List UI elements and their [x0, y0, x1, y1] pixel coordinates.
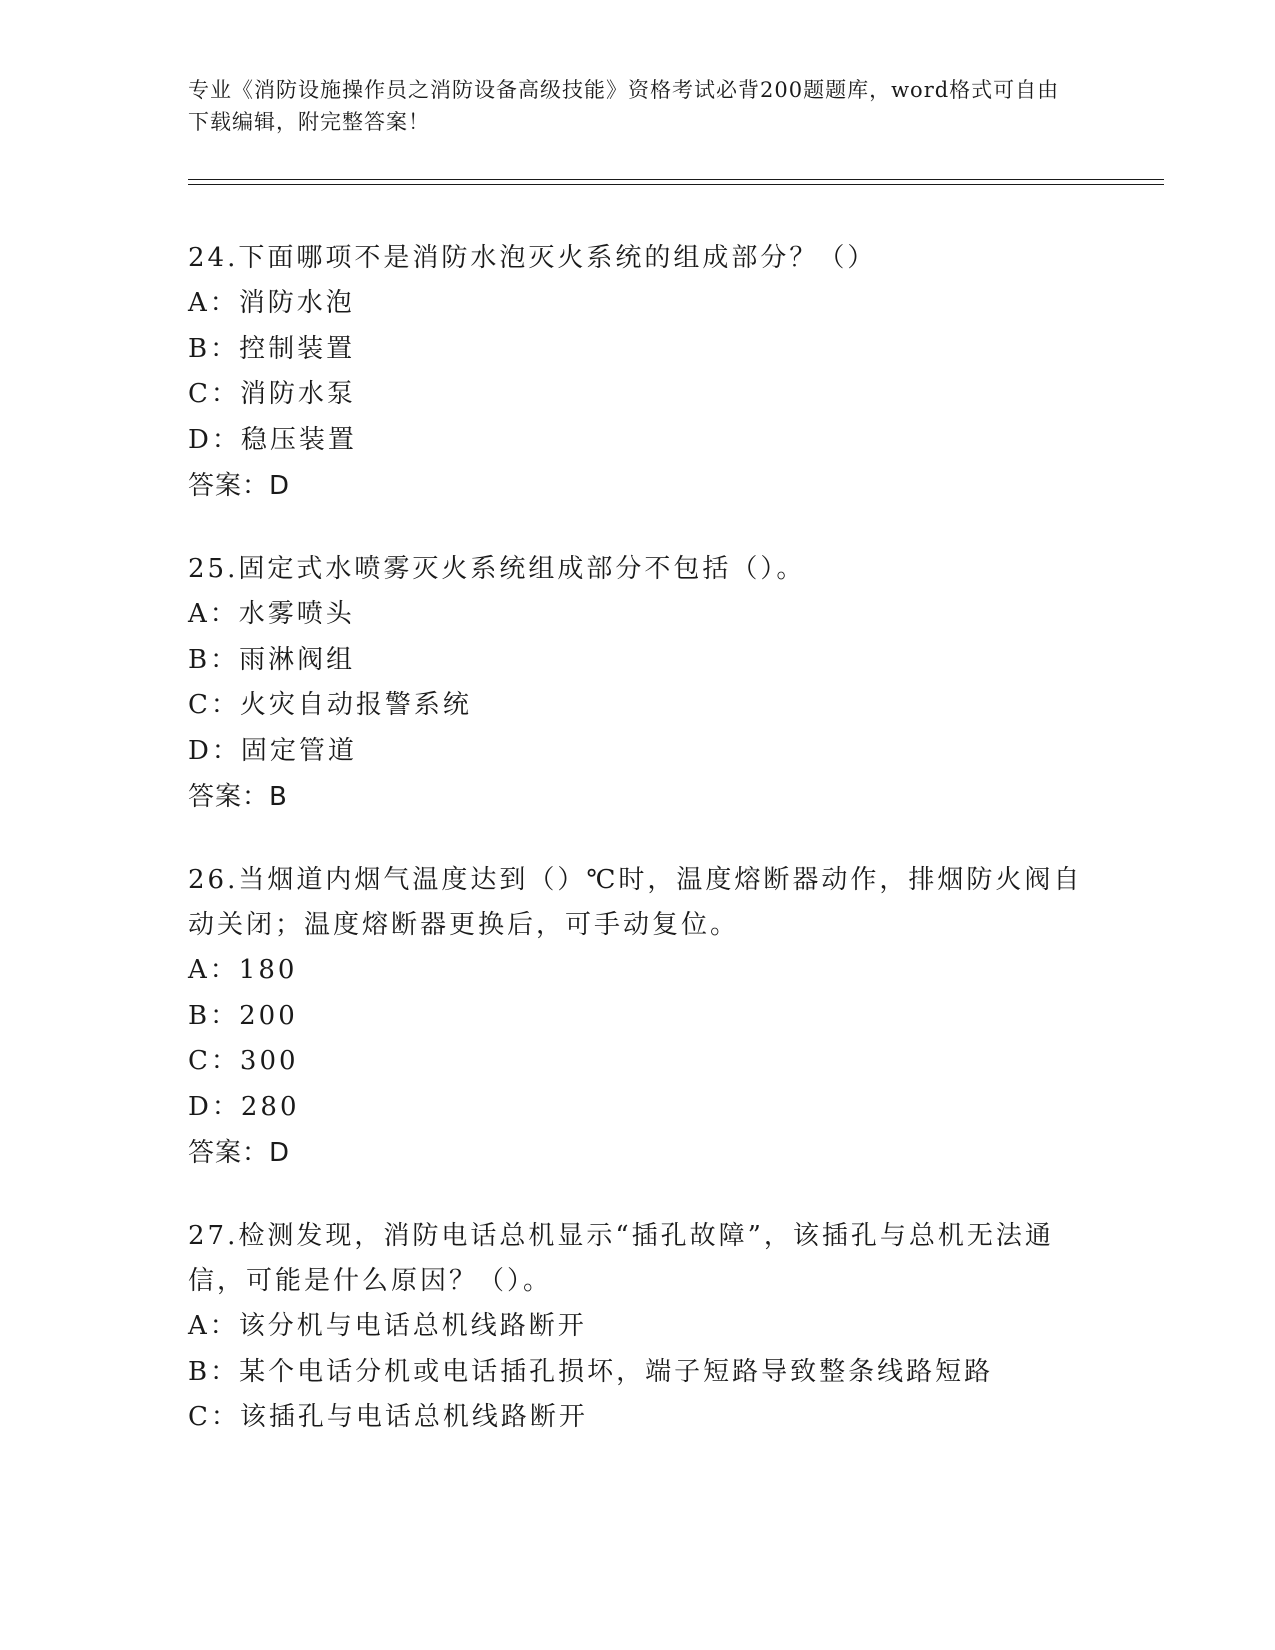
option-a — [188, 1304, 1088, 1350]
option-c — [188, 683, 1088, 729]
option-c — [188, 372, 1088, 418]
answer-label: 答案： — [188, 782, 270, 812]
option-key: C： — [188, 1046, 240, 1076]
option-text: 180 — [238, 955, 298, 985]
question-stem: 27.检测发现，消防电话总机显示“插孔故障”，该插孔与总机无法通信，可能是什么原因？（）。 — [188, 1221, 1054, 1296]
option-a — [188, 948, 1088, 994]
option-c — [188, 1395, 1088, 1441]
option-key: B： — [188, 333, 240, 364]
option-text: 消防水泡 — [238, 288, 355, 318]
question-stem: 25.固定式水喷雾灭火系统组成部分不包括（）。 — [188, 554, 806, 584]
option-text: 稳压装置 — [240, 424, 357, 455]
option-text: 200 — [239, 1000, 298, 1031]
option-key: A： — [188, 599, 239, 629]
option-key: D： — [188, 1091, 241, 1122]
answer-line — [188, 774, 1088, 820]
answer-value: D — [269, 1138, 291, 1168]
option-key: C： — [188, 379, 240, 409]
option-text: 该插孔与电话总机线路断开 — [239, 1402, 588, 1432]
option-c — [188, 1039, 1088, 1085]
answer-label: 答案： — [188, 471, 270, 501]
option-key: A： — [188, 955, 239, 985]
option-key: C： — [188, 690, 240, 720]
answer-label: 答案： — [188, 1138, 270, 1168]
answer-value: B — [269, 782, 288, 812]
option-d — [188, 729, 1088, 775]
question-stem: 26.当烟道内烟气温度达到（）℃时，温度熔断器动作，排烟防火阀自动关闭；温度熔断器更换后，可手动复位。 — [188, 865, 1083, 940]
option-a — [188, 281, 1088, 327]
option-key: D： — [188, 424, 241, 455]
option-b — [188, 638, 1088, 684]
option-text: 雨淋阀组 — [239, 644, 356, 675]
option-key: B： — [188, 644, 240, 675]
option-text: 某个电话分机或电话插孔损坏，端子短路导致整条线路短路 — [239, 1356, 994, 1387]
option-key: B： — [188, 1356, 240, 1387]
option-text: 消防水泵 — [239, 379, 356, 409]
question-26 — [188, 858, 1088, 1176]
question-27 — [188, 1214, 1088, 1441]
option-text: 固定管道 — [240, 735, 357, 766]
option-b — [188, 994, 1088, 1040]
option-text: 该分机与电话总机线路断开 — [238, 1311, 587, 1341]
option-text: 控制装置 — [239, 333, 356, 364]
option-d — [188, 418, 1088, 464]
question-25 — [188, 547, 1088, 820]
option-text: 300 — [239, 1046, 299, 1076]
option-text: 280 — [240, 1091, 300, 1122]
header-divider-top — [188, 179, 1164, 180]
option-b — [188, 1350, 1088, 1396]
document-header: 专业《消防设施操作员之消防设备高级技能》资格考试必背200题题库，word格式可自由下载编辑，附完整答案！ — [188, 78, 1060, 134]
question-24 — [188, 236, 1088, 509]
option-a — [188, 592, 1088, 638]
option-key: A： — [188, 288, 239, 318]
option-d — [188, 1085, 1088, 1131]
option-b — [188, 327, 1088, 373]
option-text: 水雾喷头 — [238, 599, 355, 629]
option-key: D： — [188, 735, 241, 766]
option-text: 火灾自动报警系统 — [239, 690, 472, 720]
answer-value: D — [269, 471, 291, 501]
option-key: A： — [188, 1311, 239, 1341]
option-key: C： — [188, 1402, 240, 1432]
answer-line — [188, 1130, 1088, 1176]
answer-line — [188, 463, 1088, 509]
question-stem: 24.下面哪项不是消防水泡灭火系统的组成部分？（） — [188, 243, 877, 273]
header-divider-bottom — [188, 184, 1164, 185]
option-key: B： — [188, 1000, 240, 1031]
question-list — [188, 236, 1088, 1479]
